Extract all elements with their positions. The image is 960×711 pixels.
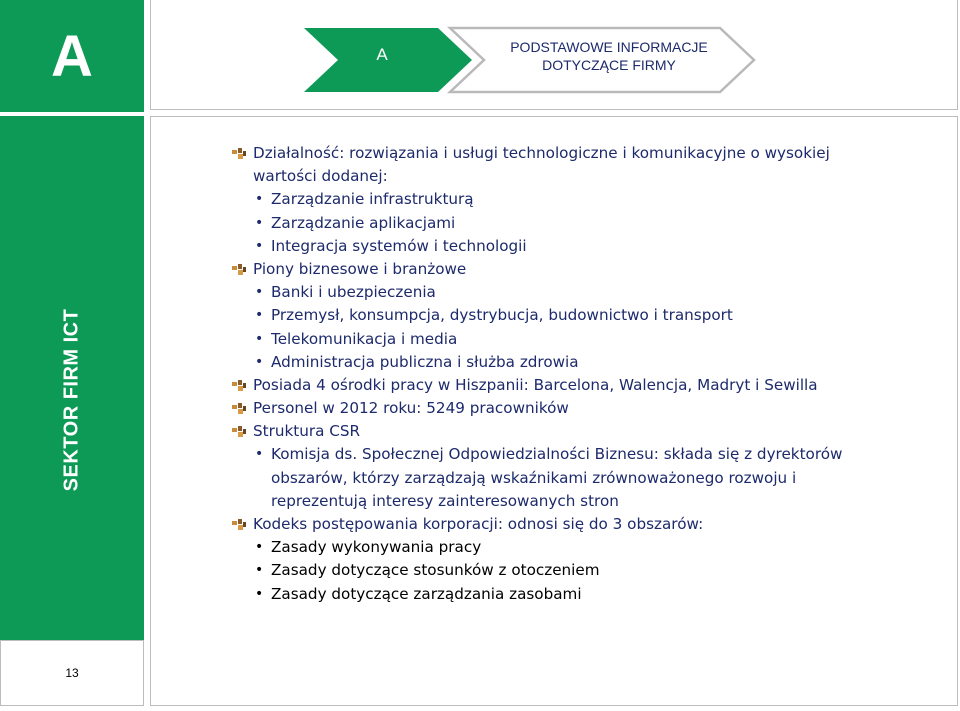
- list-item: [232, 420, 892, 443]
- list-item-text: Kodeks postępowania korporacji: odnosi się do 3 obszarów:: [253, 515, 704, 533]
- list-item: [232, 536, 892, 559]
- bullet-dot-icon: •: [255, 330, 264, 347]
- bullet-dot-icon: •: [255, 446, 264, 463]
- chevron-title-line2: DOTYCZĄCE FIRMY: [542, 57, 676, 73]
- list-item-text: Struktura CSR: [253, 422, 361, 441]
- list-item: [232, 559, 892, 582]
- bullet-dot-icon: •: [255, 539, 264, 556]
- list-item-text: Telekomunikacja i media: [271, 329, 458, 348]
- list-item-text: Zasady wykonywania pracy: [271, 538, 482, 557]
- list-item: [232, 490, 892, 513]
- square-bullet-icon: [232, 380, 246, 392]
- list-item-text: Zasady dotyczące zarządzania zasobami: [271, 584, 582, 603]
- section-letter-box: [0, 0, 144, 112]
- list-item: [232, 304, 892, 327]
- list-item: [232, 235, 892, 258]
- bullet-dot-icon: •: [255, 562, 264, 579]
- bullet-dot-icon: •: [255, 214, 264, 231]
- list-item-text: Personel w 2012 roku: 5249 pracowników: [253, 399, 569, 418]
- list-item: [232, 188, 892, 211]
- list-item-text: Przemysł, konsumpcja, dystrybucja, budownictwo i transport: [271, 306, 733, 325]
- list-item: [232, 212, 892, 235]
- bullet-dot-icon: •: [255, 585, 264, 602]
- list-item-text: Zarządzanie infrastrukturą: [271, 190, 474, 209]
- section-letter: A: [51, 23, 93, 89]
- list-item: [232, 142, 892, 165]
- list-item-text: Zasady dotyczące stosunków z otoczeniem: [271, 561, 600, 580]
- list-item-text: reprezentują interesy zainteresowanych stron: [271, 491, 619, 510]
- page-number: 13: [0, 640, 144, 706]
- list-item: [232, 397, 892, 420]
- bullet-dot-icon: •: [255, 191, 264, 208]
- list-item: [232, 328, 892, 351]
- bullet-dot-icon: •: [255, 307, 264, 324]
- content-list: [232, 142, 892, 606]
- list-item-text: obszarów, którzy zarządzają wskaźnikami zrównoważonego rozwoju i: [271, 468, 797, 487]
- list-item: [232, 165, 892, 188]
- square-bullet-icon: [232, 403, 246, 415]
- chevron-title: [476, 38, 742, 74]
- list-item-text: Integracja systemów i technologii: [271, 236, 527, 255]
- list-item: [232, 281, 892, 304]
- list-item-text: Zarządzanie aplikacjami: [271, 213, 456, 232]
- square-bullet-icon: [232, 264, 246, 276]
- bullet-dot-icon: •: [255, 237, 264, 254]
- square-bullet-icon: [232, 426, 246, 438]
- list-item: [232, 258, 892, 281]
- list-item: [232, 374, 892, 397]
- square-bullet-icon: [232, 148, 246, 160]
- bullet-dot-icon: •: [255, 353, 264, 370]
- chevron-letter: A: [376, 45, 388, 64]
- list-item-text: Działalność: rozwiązania i usługi technologiczne i komunikacyjne o wysokiej: [253, 144, 830, 162]
- list-item-text: Piony biznesowe i branżowe: [253, 259, 467, 278]
- list-item: [232, 583, 892, 606]
- sidebar-title: SEKTOR FIRM ICT: [60, 308, 83, 492]
- chevron-title-line1: PODSTAWOWE INFORMACJE: [510, 39, 708, 55]
- list-item-text: Banki i ubezpieczenia: [271, 283, 436, 302]
- square-bullet-icon: [232, 519, 246, 531]
- list-item-text: Administracja publiczna i służba zdrowia: [271, 352, 579, 371]
- list-item: [232, 351, 892, 374]
- list-item: [232, 467, 892, 490]
- list-item: [232, 443, 892, 466]
- bullet-dot-icon: •: [255, 284, 264, 301]
- list-item-text: wartości dodanej:: [253, 167, 388, 186]
- list-item: [232, 513, 892, 536]
- list-item-text: Komisja ds. Społecznej Odpowiedzialności Biznesu: składa się z dyrektorów: [271, 445, 843, 464]
- list-item-text: Posiada 4 ośrodki pracy w Hiszpanii: Barcelona, Walencja, Madryt i Sewilla: [253, 375, 818, 394]
